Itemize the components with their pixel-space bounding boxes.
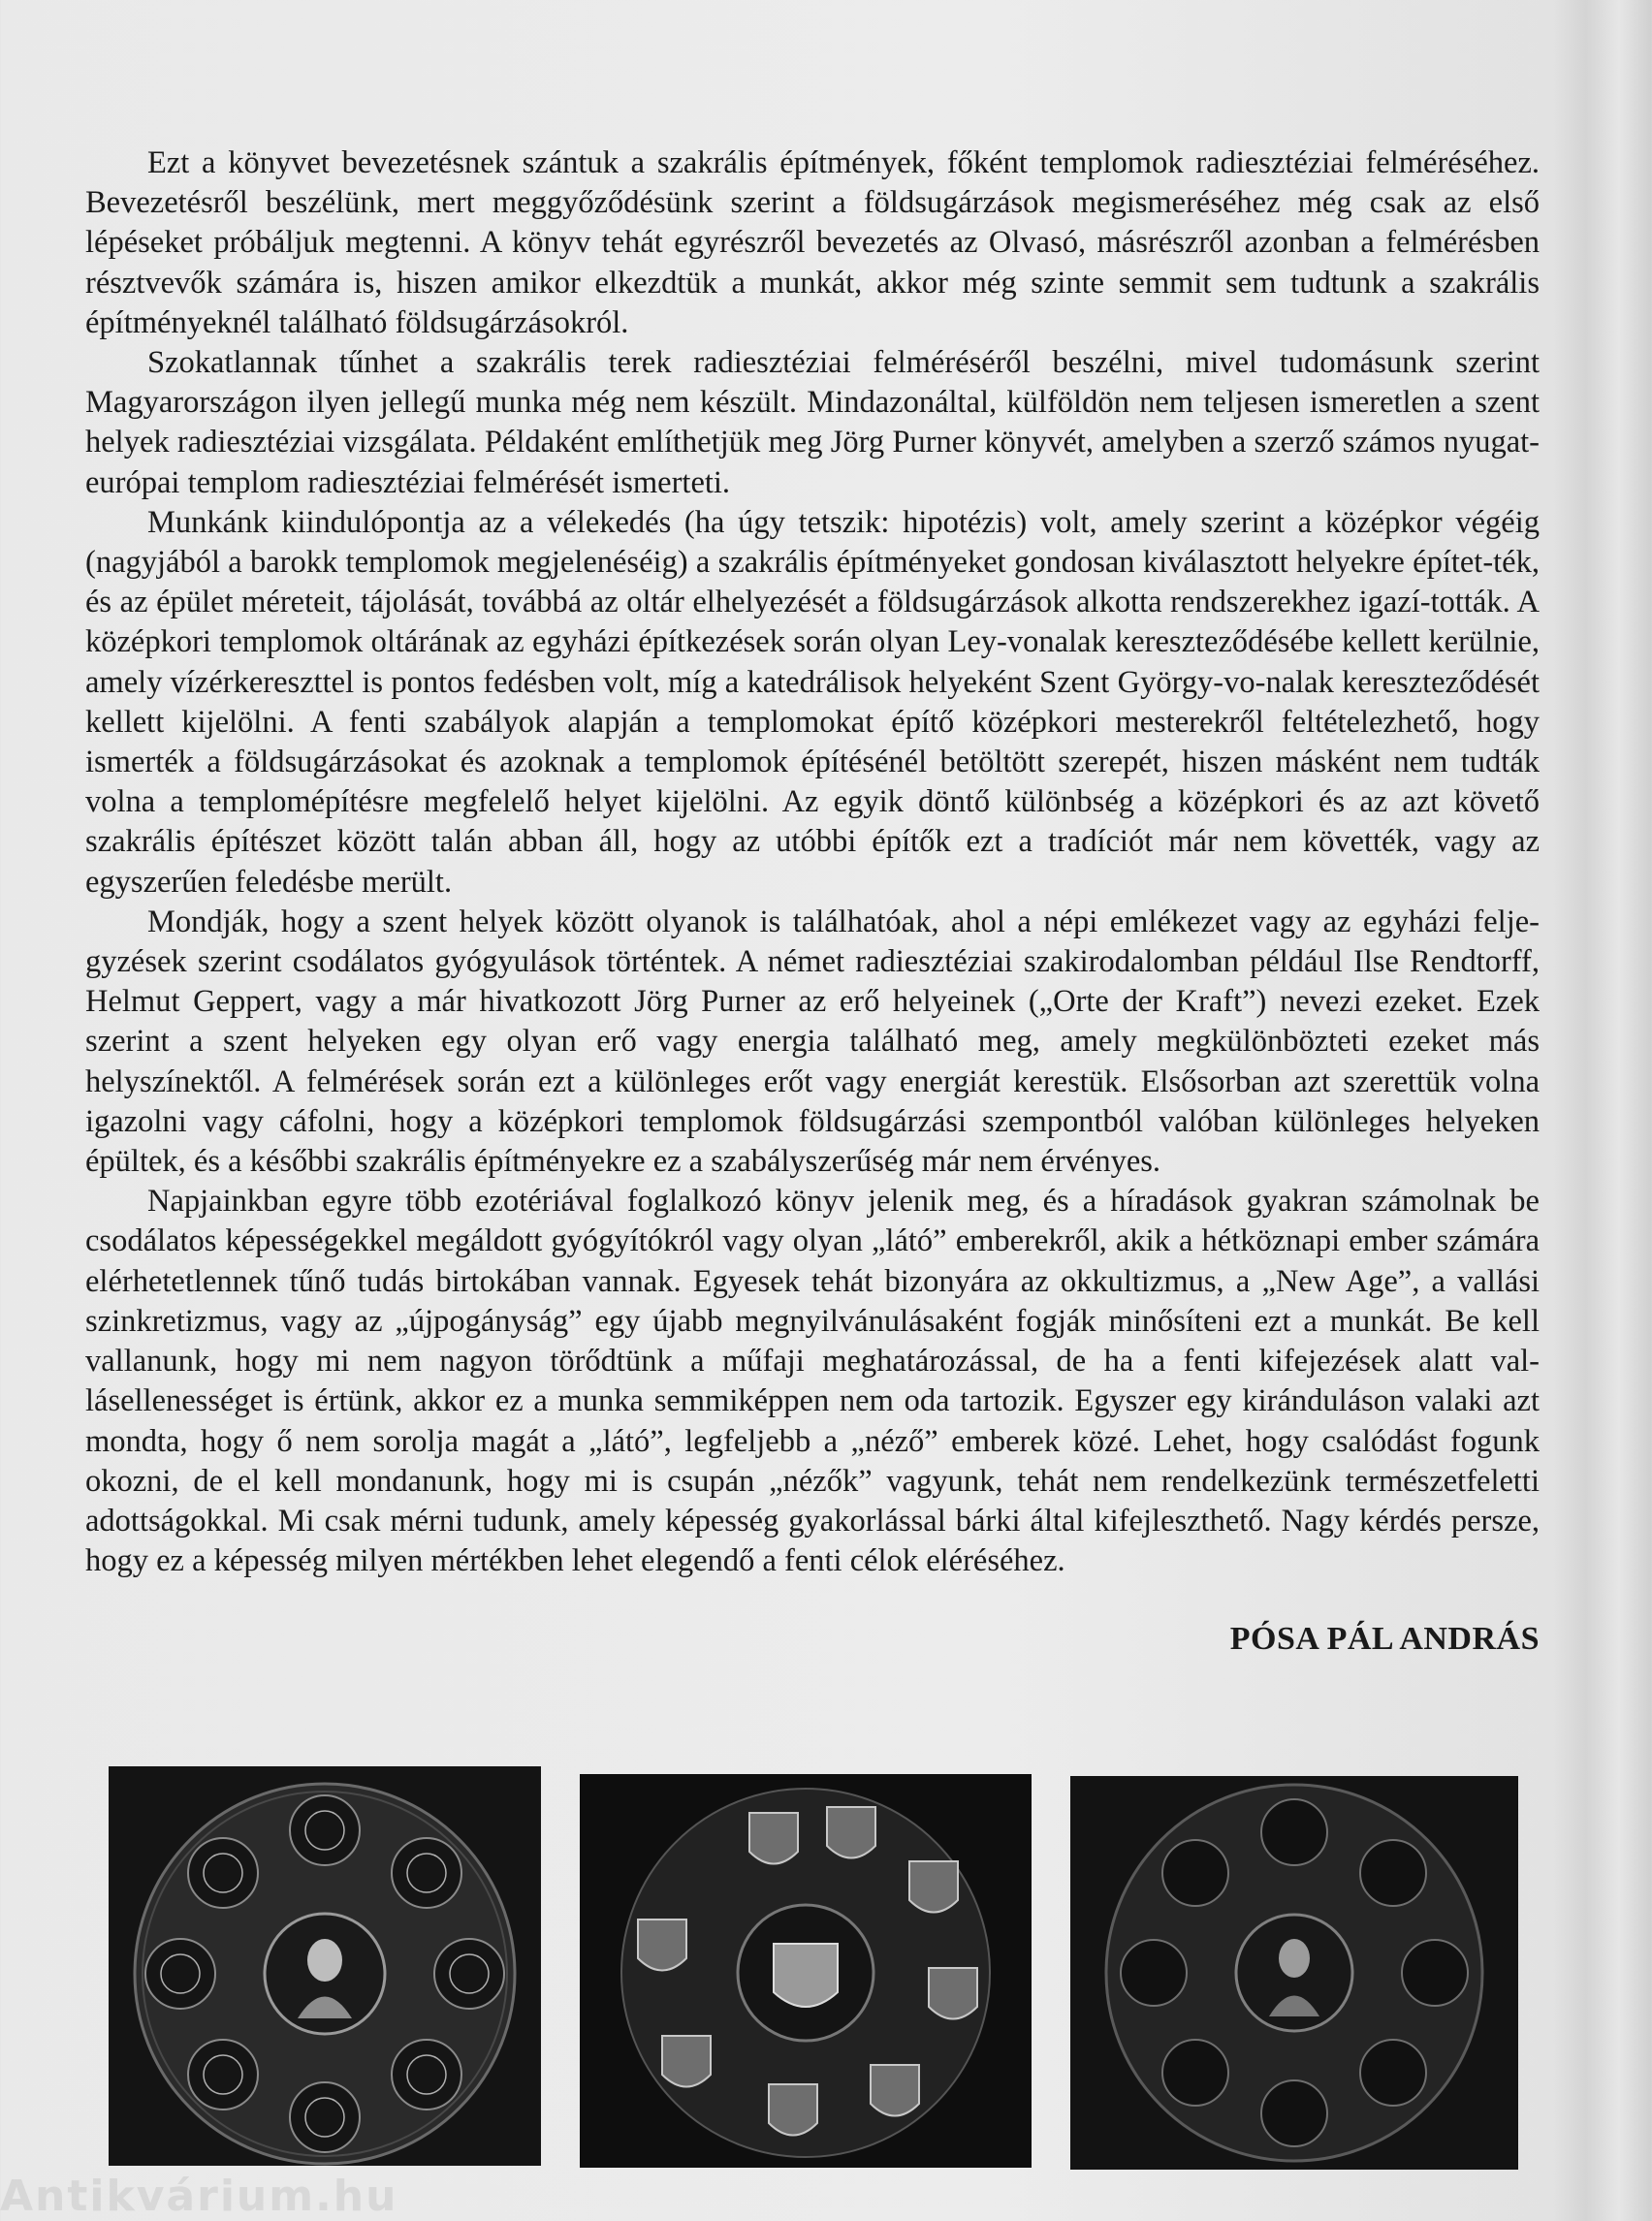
paragraph-1: Ezt a könyvet bevezetésnek szántuk a szakrális építmények, főként templomok radiesztéziai felméréséhez. Bevezetésről beszélünk, mert meggyőződésünk szerint a földsugárzások megismeréséhez még csak az első lépéseket próbáljuk megtenni. A könyv tehát egyrészről bevezetés az Olvasó, másrészről azonban a felmérésben résztvevők számára is, hiszen amikor elkezdtük a munkát, akkor még szinte semmit sem tudtunk a szakrális építményeknél található földsugárzásokról. (85, 145, 1540, 340)
rose-window-2-graphic (580, 1774, 1032, 2168)
rose-window-3-graphic (1070, 1776, 1518, 2170)
rose-window-1-graphic (109, 1766, 541, 2166)
watermark: Antikvárium.hu (0, 2172, 398, 2221)
rose-window-photo-1 (109, 1766, 541, 2166)
author-signature: PÓSA PÁL ANDRÁS (1229, 1621, 1540, 1657)
rose-window-photo-3 (1070, 1776, 1518, 2170)
paragraph-5: Napjainkban egyre több ezotériával foglalkozó könyv jelenik meg, és a híradások gyakran számolnak be csodálatos képességekkel megáldott gyógyítókról vagy olyan „látó” emberekről, akik a hétköznapi ember számára elérhetetlennek tűnő tudás birtokában vannak. Egyesek tehát bizonyára az okkultizmus, a „New Age”, a vallási szinkretizmus, vagy az „újpogányság” egy újabb megnyilvánulásaként fogják minősíteni ezt a munkát. Be kell vallanunk, hogy mi nem nagyon törődtünk a műfaji meghatározással, de ha a fenti kifejezések alatt val-lásellenességet is értünk, akkor ez a munka semmiképpen nem oda tartozik. Egyszer egy kiránduláson valaki azt mondta, hogy ő nem sorolja magát a „látó”, legfeljebb a „néző” emberek közé. Lehet, hogy csalódást fogunk okozni, de el kell mondanunk, hogy mi is csupán „nézők” vagyunk, tehát nem rendelkezünk természetfeletti adottságokkal. Mi csak mérni tudunk, amely képesség gyakorlással bárki által kifejleszthető. Nagy kérdés persze, hogy ez a képesség milyen mértékben lehet elegendő a fenti célok eléréséhez. (85, 1184, 1540, 1579)
paragraph-2: Szokatlannak tűnhet a szakrális terek radiesztéziai felméréséről beszélni, mivel tudomásunk szerint Magyarországon ilyen jellegű munka még nem készült. Mindazonáltal, külföldön nem teljesen ismeretlen a szent helyek radiesztéziai vizsgálata. Példaként említhetjük meg Jörg Purner könyvét, amelyben a szerző számos nyugat-európai templom radiesztéziai felmérését ismerteti. (85, 345, 1540, 500)
paragraph-4: Mondják, hogy a szent helyek között olyanok is találhatóak, ahol a népi emlékezet vagy az egyházi felje-gyzések szerint csodálatos gyógyulások történtek. A német radiesztéziai szakirodalomban például Ilse Rendtorff, Helmut Geppert, vagy a már hivatkozott Jörg Purner az erő helyeinek („Orte der Kraft”) nevezi ezeket. Ezek szerint a szent helyeken egy olyan erő vagy energia található meg, amely megkülönbözteti ezeket más helyszínektől. A felmérések során ezt a különleges erőt vagy energiát kerestük. Elsősorban azt szerettük volna igazolni vagy cáfolni, hogy a középkori templomok földsugárzási szempontból valóban különleges helyeken épültek, és a későbbi szakrális építményekre ez a szabályszerűség már nem érvényes. (85, 904, 1540, 1180)
paragraph-3: Munkánk kiindulópontja az a vélekedés (ha úgy tetszik: hipotézis) volt, amely szerint a középkor végéig (nagyjából a barokk templomok megjelenéséig) a szakrális építményeket gondosan kiválasztott helyekre építet-ték, és az épület méreteit, tájolását, továbbá az oltár elhelyezését a földsugárzások alkotta rendszerekhez igazí-tották. A középkori templomok oltárának az egyházi építkezések során olyan Ley-vonalak kereszteződésébe kellett kerülnie, amely vízérkereszttel is pontos fedésben volt, míg a katedrálisok helyeként Szent György-vo-nalak kereszteződését kellett kijelölni. A fenti szabályok alapján a templomokat építő középkori mesterekről feltételezhető, hogy ismerték a földsugárzásokat és azoknak a templomok építésénél betöltött szerepét, hiszen másként nem tudták volna a templomépítésre megfelelő helyet kijelölni. Az egyik döntő különbség a középkori és az azt követő szakrális építészet között talán abban áll, hogy az utóbbi építők ezt a tradíciót már nem követték, vagy az egyszerűen feledésbe merült. (85, 504, 1540, 900)
rose-window-photo-2 (580, 1774, 1032, 2168)
body-text (85, 143, 1540, 1581)
